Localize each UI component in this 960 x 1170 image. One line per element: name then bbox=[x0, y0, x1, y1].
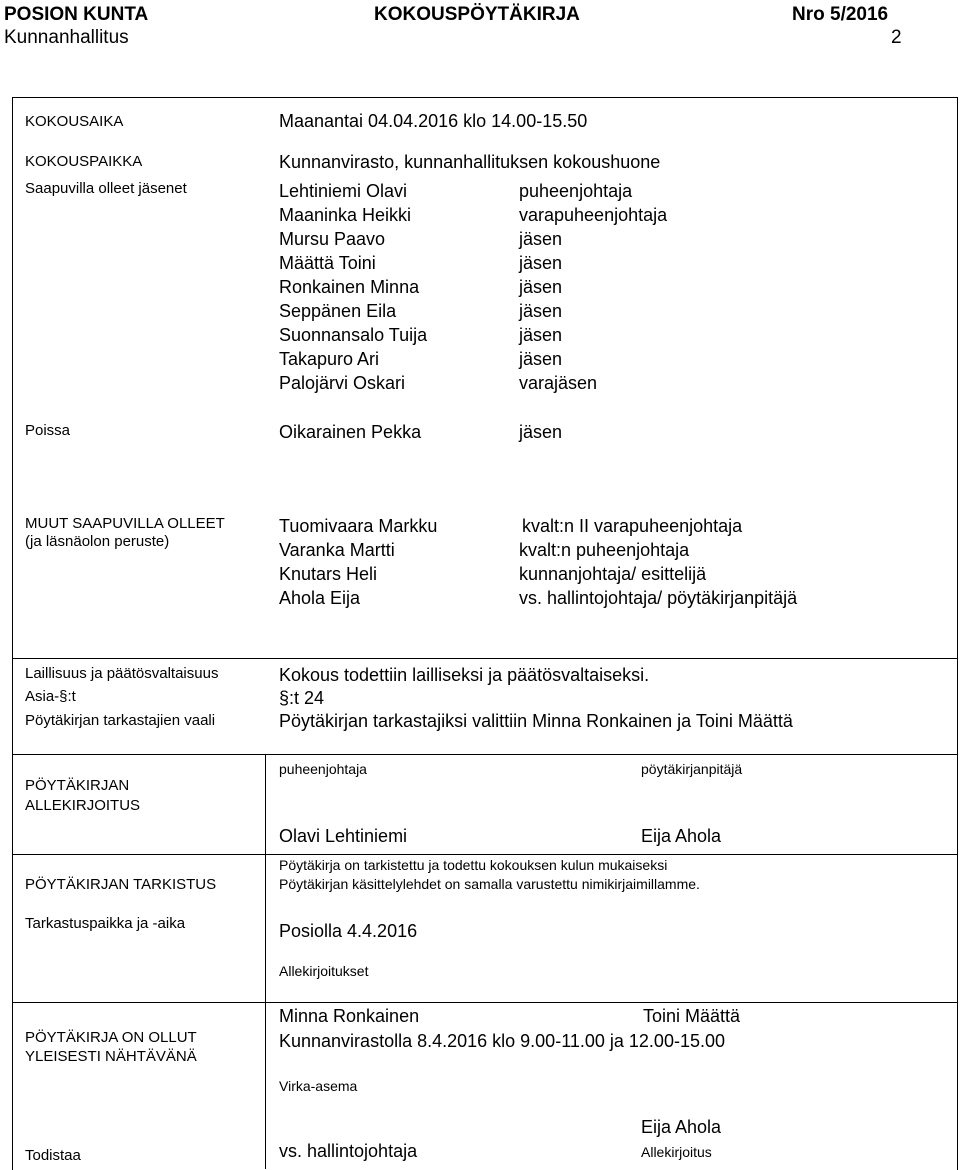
divider-review bbox=[12, 854, 958, 855]
absent-name: Oikarainen Pekka bbox=[279, 422, 422, 442]
page-number: 2 bbox=[891, 27, 902, 48]
member-role: puheenjohtaja bbox=[519, 181, 633, 201]
signature-label: Allekirjoitus bbox=[641, 1144, 712, 1160]
others-label: MUUT SAAPUVILLA OLLEET bbox=[25, 515, 225, 532]
other-role: kvalt:n puheenjohtaja bbox=[519, 540, 690, 560]
public-display-label: PÖYTÄKIRJA ON OLLUT bbox=[25, 1029, 197, 1046]
other-name: Tuomivaara Markku bbox=[279, 516, 438, 536]
review-statement-1: Pöytäkirja on tarkistettu ja todettu kokouksen kulun mukaiseksi bbox=[279, 857, 668, 873]
examiners-label: Pöytäkirjan tarkastajien vaali bbox=[25, 712, 216, 729]
divider-legality bbox=[12, 658, 958, 659]
chair-role: puheenjohtaja bbox=[279, 761, 367, 777]
member-name: Maaninka Heikki bbox=[279, 205, 412, 225]
review-label: PÖYTÄKIRJAN TARKISTUS bbox=[25, 876, 217, 893]
signer-name: Toini Määttä bbox=[643, 1006, 741, 1026]
signing-label-2: ALLEKIRJOITUS bbox=[25, 797, 141, 814]
member-name: Lehtiniemi Olavi bbox=[279, 181, 408, 201]
position-label: Virka-asema bbox=[279, 1078, 358, 1094]
public-display-label-2: YLEISESTI NÄHTÄVÄNÄ bbox=[25, 1048, 197, 1065]
position-value: vs. hallintojohtaja bbox=[279, 1141, 418, 1161]
member-role: jäsen bbox=[519, 253, 563, 273]
other-role: vs. hallintojohtaja/ pöytäkirjanpitäjä bbox=[519, 588, 798, 608]
other-role: kvalt:n II varapuheenjohtaja bbox=[522, 516, 743, 536]
meeting-time-value: Maanantai 04.04.2016 klo 14.00-15.50 bbox=[279, 111, 588, 131]
legality-label: Laillisuus ja päätösvaltaisuus bbox=[25, 665, 219, 682]
other-name: Knutars Heli bbox=[279, 564, 378, 584]
other-role: kunnanjohtaja/ esittelijä bbox=[519, 564, 707, 584]
secretary-name: Eija Ahola bbox=[641, 826, 722, 846]
column-divider bbox=[265, 754, 266, 1169]
member-name: Ronkainen Minna bbox=[279, 277, 420, 297]
divider-signing bbox=[12, 754, 958, 755]
meeting-place-label: KOKOUSPAIKKA bbox=[25, 153, 143, 170]
member-name: Suonnansalo Tuija bbox=[279, 325, 428, 345]
governing-body: Kunnanhallitus bbox=[4, 27, 129, 48]
member-role: jäsen bbox=[519, 349, 563, 369]
signer-name: Minna Ronkainen bbox=[279, 1006, 420, 1026]
member-role: jäsen bbox=[519, 301, 563, 321]
member-role: jäsen bbox=[519, 277, 563, 297]
minutes-frame bbox=[12, 97, 958, 1170]
member-name: Palojärvi Oskari bbox=[279, 373, 406, 393]
other-name: Ahola Eija bbox=[279, 588, 361, 608]
chair-name: Olavi Lehtiniemi bbox=[279, 826, 408, 846]
meeting-time-label: KOKOUSAIKA bbox=[25, 113, 124, 130]
document-type: KOKOUSPÖYTÄKIRJA bbox=[374, 4, 580, 25]
examiners-value: Pöytäkirjan tarkastajiksi valittiin Minna Ronkainen ja Toini Määttä bbox=[279, 711, 793, 731]
legality-value: Kokous todettiin lailliseksi ja päätösvaltaiseksi. bbox=[279, 665, 650, 685]
absent-label: Poissa bbox=[25, 422, 71, 439]
other-name: Varanka Martti bbox=[279, 540, 395, 560]
others-basis-label: (ja läsnäolon peruste) bbox=[25, 533, 170, 550]
review-place-label: Tarkastuspaikka ja -aika bbox=[25, 915, 186, 932]
absent-role: jäsen bbox=[519, 422, 563, 442]
items-label: Asia-§:t bbox=[25, 688, 76, 705]
meeting-place-value: Kunnanvirasto, kunnanhallituksen kokoushuone bbox=[279, 152, 661, 172]
review-place-value: Posiolla 4.4.2016 bbox=[279, 921, 418, 941]
signing-label: PÖYTÄKIRJAN bbox=[25, 777, 130, 794]
document-number: Nro 5/2016 bbox=[792, 4, 889, 25]
divider-public bbox=[12, 1002, 958, 1003]
review-statement-2: Pöytäkirjan käsittelylehdet on samalla varustettu nimikirjaimillamme. bbox=[279, 876, 700, 892]
member-role: varapuheenjohtaja bbox=[519, 205, 668, 225]
member-name: Takapuro Ari bbox=[279, 349, 380, 369]
secretary-role: pöytäkirjanpitäjä bbox=[641, 761, 743, 777]
member-role: varajäsen bbox=[519, 373, 598, 393]
present-members-label: Saapuvilla olleet jäsenet bbox=[25, 180, 187, 197]
member-role: jäsen bbox=[519, 325, 563, 345]
items-value: §:t 24 bbox=[279, 688, 325, 708]
public-display-value: Kunnanvirastolla 8.4.2016 klo 9.00-11.00 ja 12.00-15.00 bbox=[279, 1031, 725, 1051]
member-name: Määttä Toini bbox=[279, 253, 376, 273]
member-name: Mursu Paavo bbox=[279, 229, 386, 249]
org-name: POSION KUNTA bbox=[4, 4, 149, 25]
member-name: Seppänen Eila bbox=[279, 301, 397, 321]
certify-label: Todistaa bbox=[25, 1147, 81, 1164]
signatures-label: Allekirjoitukset bbox=[279, 963, 369, 979]
member-role: jäsen bbox=[519, 229, 563, 249]
certifier-name: Eija Ahola bbox=[641, 1117, 722, 1137]
